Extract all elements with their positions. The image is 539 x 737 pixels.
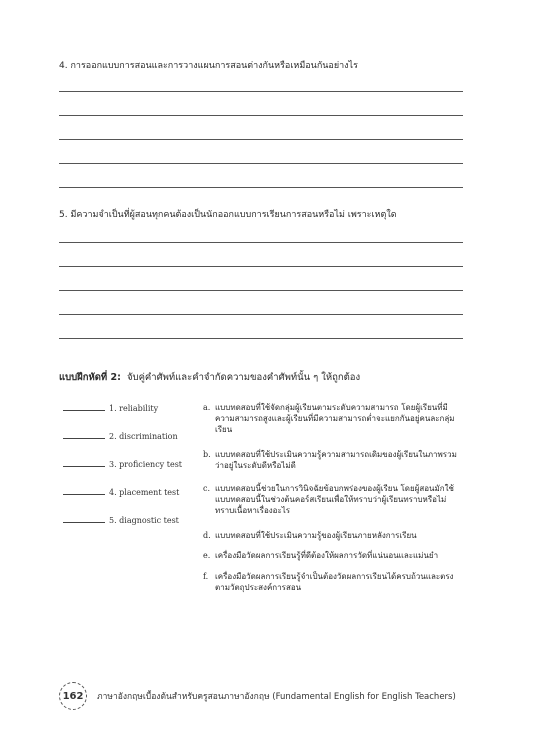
answer-blank[interactable]	[63, 430, 105, 439]
term-item	[63, 458, 182, 469]
question-5: 5. มีความจำเป็นที่ผู้สอนทุกคนต้องเป็นนักออกแบบการเรียนการสอนหรือไม่ เพราะเหตุใด	[59, 210, 397, 220]
definition-letter: f.	[203, 572, 209, 581]
definition-item	[203, 449, 465, 471]
definition-text: แบบทดสอบนี้ช่วยในการวินิจฉัยข้อบกพร่องของผู้เรียน โดยผู้สอนมักใช้แบบทดสอบนี้ในช่วงต้นคอร์สเรียนเพื่อให้ทราบว่าผู้เรียนทราบหรือไม่ทราบเนื้อหาเรื่องอะไร	[215, 484, 454, 515]
term-label: 4. placement test	[109, 488, 180, 497]
definition-item	[203, 483, 465, 516]
definition-text: แบบทดสอบที่ใช้ประเมินความรู้ความสามารถเดิมของผู้เรียนในภาพรวมว่าอยู่ในระดับดีหรือไม่ดี	[215, 450, 457, 470]
definition-letter: a.	[203, 403, 211, 412]
definition-letter: b.	[203, 450, 211, 459]
definition-text: เครื่องมือวัดผลการเรียนรู้จำเป็นต้องวัดผลการเรียนได้ครบถ้วนและตรงตามวัตถุประสงค์การสอน	[215, 572, 454, 592]
definition-letter: d.	[203, 531, 211, 540]
answer-line	[59, 290, 463, 291]
answer-line	[59, 314, 463, 315]
term-label: 3. proficiency test	[109, 460, 183, 469]
term-label: 2. discrimination	[109, 432, 178, 441]
definition-item	[203, 571, 465, 593]
definition-item	[203, 530, 465, 541]
term-item	[63, 514, 179, 525]
answer-line	[59, 115, 463, 116]
answer-line	[59, 139, 463, 140]
term-item	[63, 402, 158, 413]
term-item	[63, 430, 178, 441]
answer-line	[59, 338, 463, 339]
answer-line	[59, 91, 463, 92]
answer-line	[59, 163, 463, 164]
exercise-title	[59, 370, 360, 385]
page-number: 162	[59, 682, 87, 710]
definition-letter: c.	[203, 484, 211, 493]
answer-line	[59, 266, 463, 267]
question-4: 4. การออกแบบการสอนและการวางแผนการสอนต่างกันหรือเหมือนกันอย่างไร	[59, 61, 358, 71]
footer-title: ภาษาอังกฤษเบื้องต้นสำหรับครูสอนภาษาอังกฤษ (Fundamental English for English Teachers)	[97, 692, 456, 702]
exercise-label: แบบฝึกหัดที่ 2:	[59, 372, 121, 383]
exercise-instruction: จับคู่คำศัพท์และคำจำกัดความของคำศัพท์นั้น ๆ ให้ถูกต้อง	[126, 372, 361, 383]
answer-blank[interactable]	[63, 486, 105, 495]
definition-item	[203, 550, 465, 561]
page-footer	[59, 682, 456, 710]
term-label: 5. diagnostic test	[109, 516, 179, 525]
definition-text: แบบทดสอบที่ใช้ประเมินความรู้ของผู้เรียนภายหลังการเรียน	[215, 531, 417, 540]
term-item	[63, 486, 179, 497]
answer-blank[interactable]	[63, 402, 105, 411]
answer-blank[interactable]	[63, 514, 105, 523]
term-label: 1. reliability	[109, 404, 159, 413]
definition-item	[203, 402, 465, 435]
definition-text: แบบทดสอบที่ใช้จัดกลุ่มผู้เรียนตามระดับความสามารถ โดยผู้เรียนที่มีความสามารถสูงและผู้เรียนที่มีความสามารถต่ำจะแยกกันอยู่คนละกลุ่มเรียน	[215, 403, 455, 434]
answer-line	[59, 242, 463, 243]
answer-blank[interactable]	[63, 458, 105, 467]
definition-letter: e.	[203, 551, 211, 560]
definition-text: เครื่องมือวัดผลการเรียนรู้ที่ดีต้องให้ผลการวัดที่แน่นอนและแม่นยำ	[215, 551, 439, 560]
answer-line	[59, 187, 463, 188]
